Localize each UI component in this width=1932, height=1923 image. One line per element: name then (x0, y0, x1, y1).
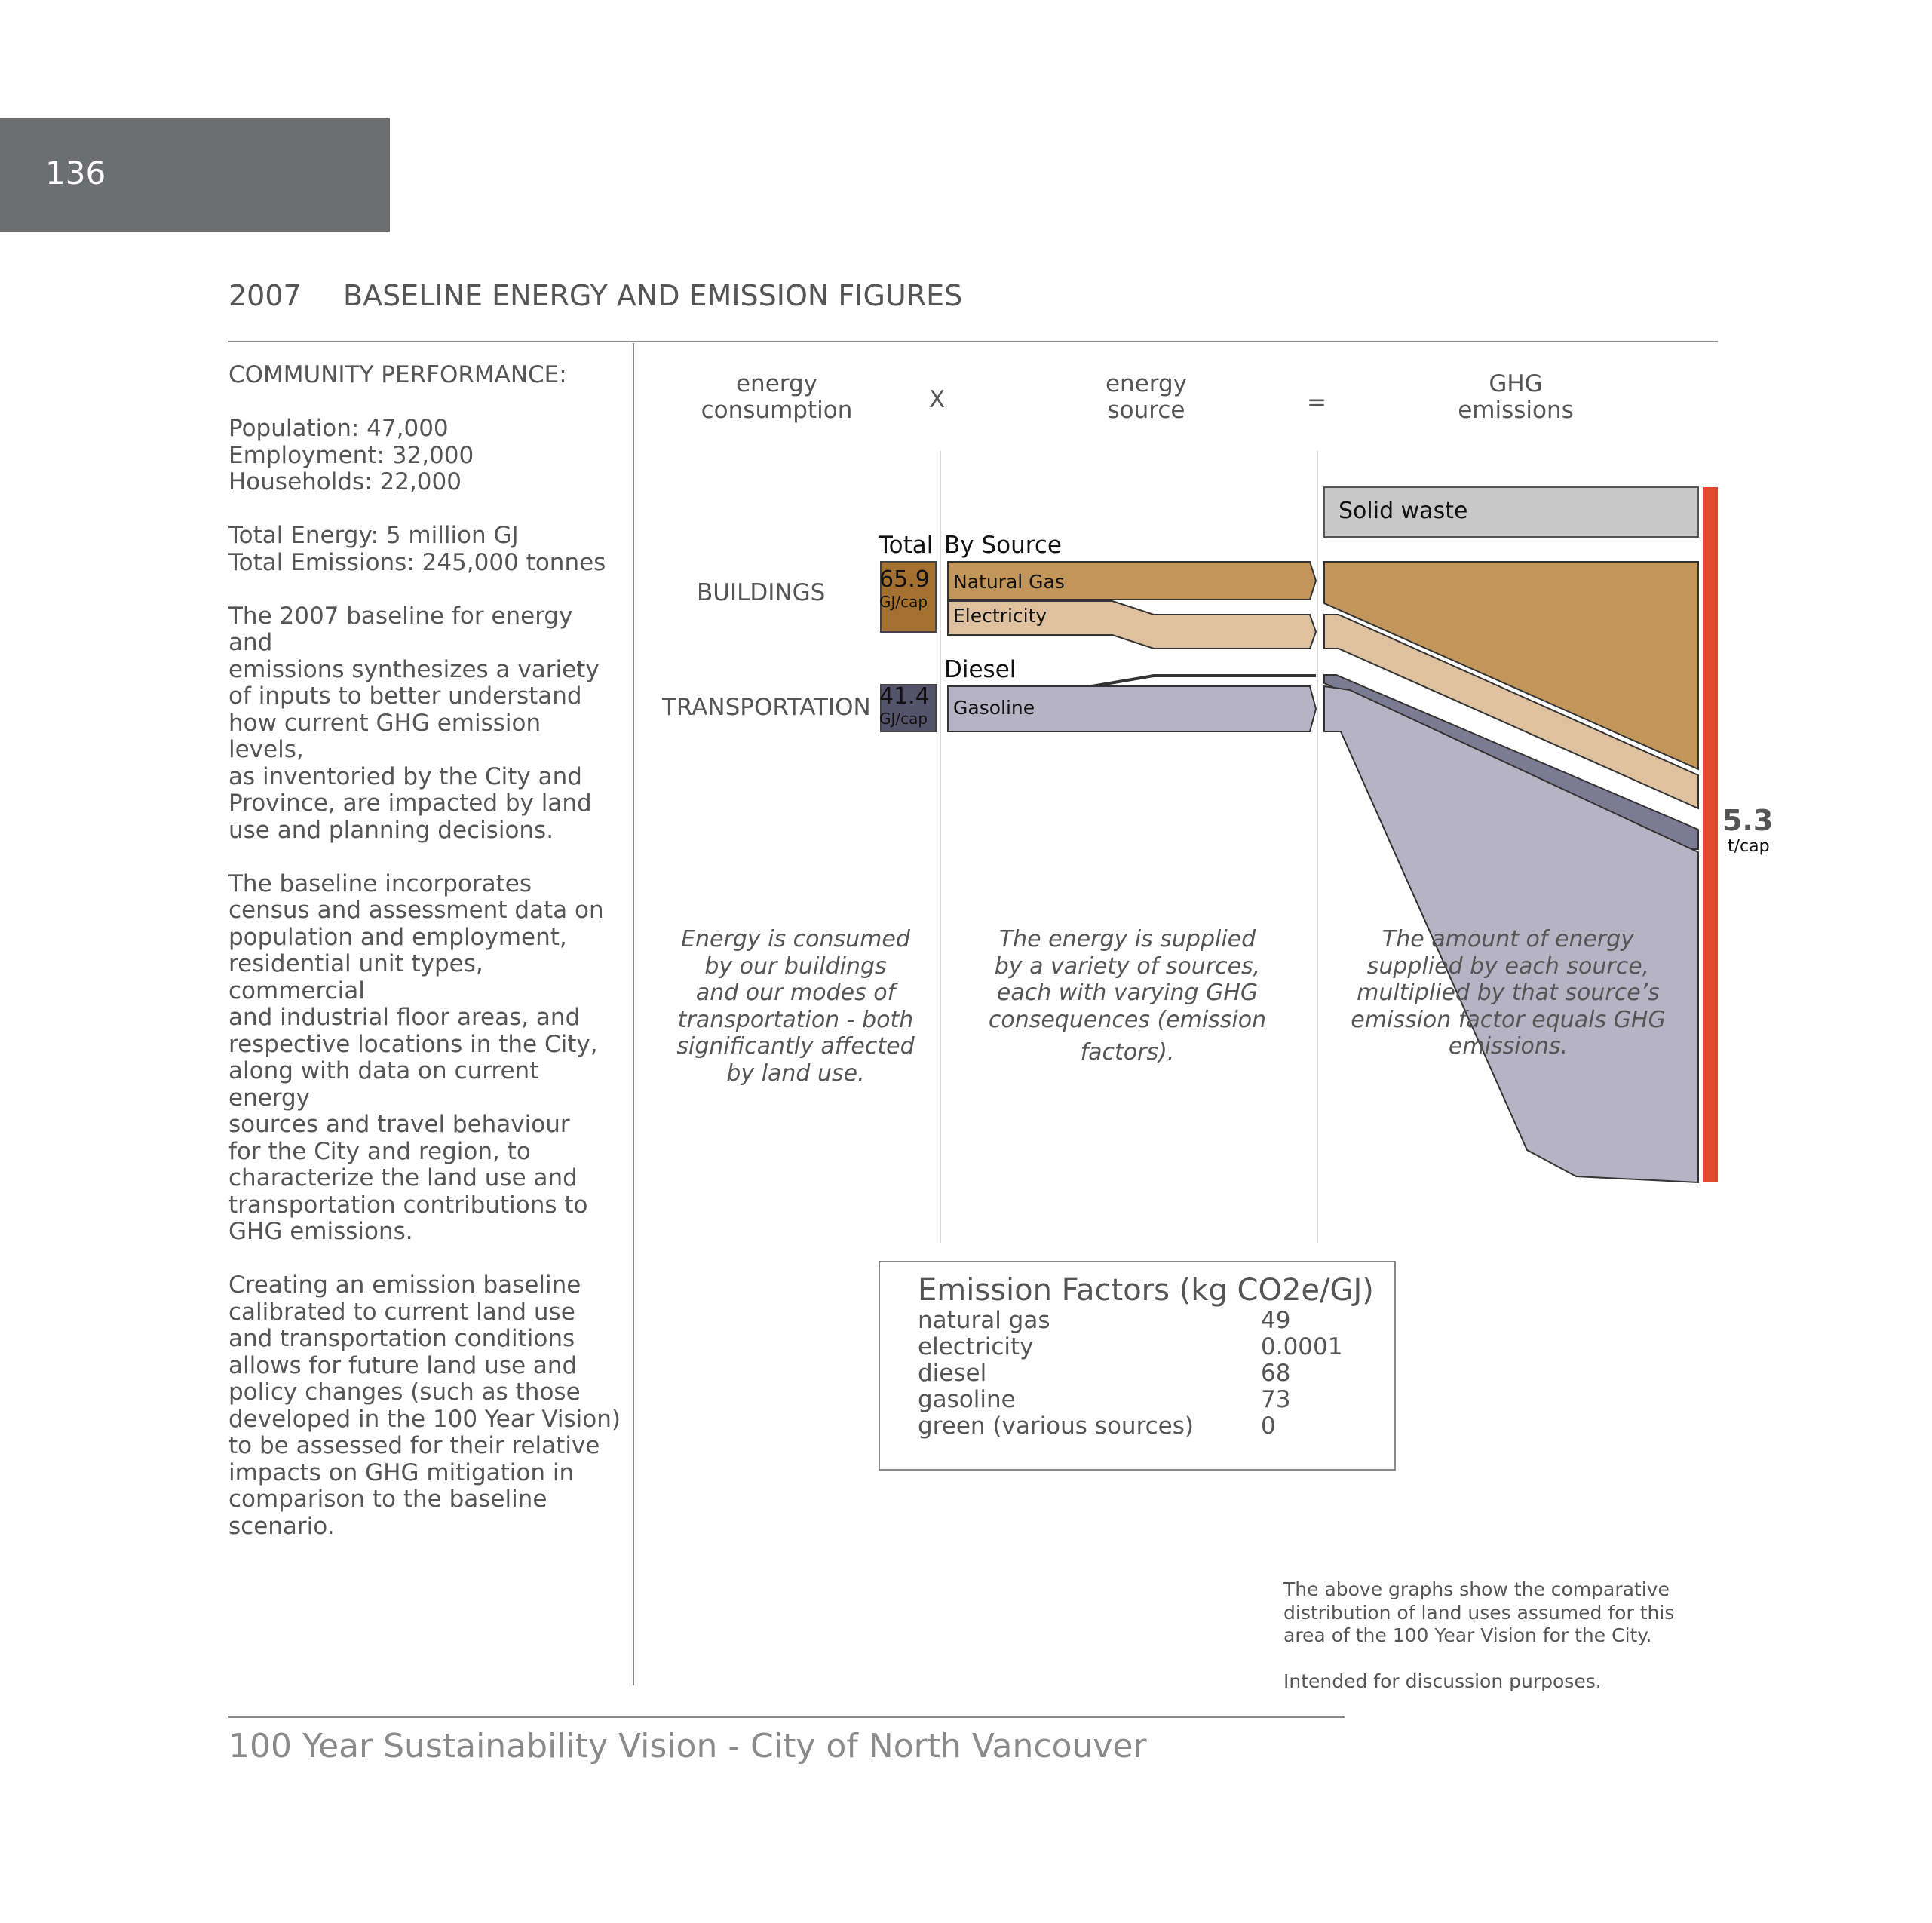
text-line: The amount of energy (1382, 926, 1635, 952)
text-line: comparison to the baseline (228, 1486, 547, 1513)
text-line: allows for future land use and (228, 1351, 578, 1379)
text-line: by our buildings (704, 952, 887, 980)
buildings-total-value: 65.9 (879, 566, 930, 593)
row-transportation: TRANSPORTATION (662, 694, 871, 721)
natural-gas-label: Natural Gas (953, 571, 1065, 593)
text-line: use and planning decisions. (228, 816, 554, 844)
header-line: emissions (1458, 397, 1574, 424)
text-line: to be assessed for their relative (228, 1432, 600, 1459)
description-source (973, 926, 1282, 1066)
header-line: energy (735, 370, 817, 397)
factor-source: diesel (918, 1360, 987, 1387)
text-line: sources and travel behaviour (228, 1111, 570, 1138)
description-consumption (660, 926, 931, 1087)
diesel-flow (1092, 676, 1316, 686)
total-emissions-bar (1703, 487, 1718, 1182)
transportation-total-value: 41.4 (879, 683, 930, 710)
text-line: significantly affected (676, 1033, 915, 1060)
text-line: Energy is consumed (681, 926, 910, 952)
text-line: The energy is supplied (998, 926, 1256, 952)
text-line: Province, are impacted by land (228, 790, 592, 817)
header-line: energy (1105, 370, 1187, 397)
text-line: impacts on GHG mitigation in (228, 1458, 575, 1486)
transportation-total-unit: GJ/cap (879, 710, 928, 728)
text-line: emission factor equals GHG (1351, 1006, 1666, 1033)
footer-title: 100 Year Sustainability Vision - City of North Vancouver (228, 1727, 1147, 1765)
factor-source: electricity (918, 1333, 1034, 1360)
total-energy: Total Energy: 5 million GJ (228, 522, 519, 549)
text-line: and industrial floor areas, and (228, 1004, 581, 1031)
factor-source: gasoline (918, 1386, 1016, 1413)
header-line: GHG (1489, 370, 1543, 397)
text-line: of inputs to better understand (228, 682, 582, 710)
text-line: transportation contributions to (228, 1191, 588, 1219)
electricity-label: Electricity (953, 605, 1047, 627)
title-year: 2007 (228, 279, 302, 312)
factor-value: 49 (1261, 1307, 1291, 1334)
text-line: residential unit types, commercial (228, 950, 483, 1004)
text-line: calibrated to current land use (228, 1298, 575, 1326)
text-line: each with varying GHG (996, 980, 1259, 1006)
factor-value: 0.0001 (1261, 1333, 1343, 1360)
footnote (1283, 1578, 1706, 1716)
text-line: for the City and region, to (228, 1137, 531, 1165)
stat-employment: Employment: 32,000 (228, 441, 474, 469)
description-ghg (1342, 926, 1674, 1060)
text-line: by land use. (726, 1060, 865, 1087)
text-line: census and assessment data on (228, 897, 604, 924)
text-line: by a variety of sources, (994, 952, 1261, 980)
buildings-total-unit: GJ/cap (879, 593, 928, 611)
factor-source: green (various sources) (918, 1412, 1194, 1440)
solid-waste-label: Solid waste (1339, 498, 1468, 524)
text-line: as inventoried by the City and (228, 762, 582, 790)
text-line: The 2007 baseline for energy and (228, 602, 573, 656)
text-line: The baseline incorporates (228, 869, 532, 897)
text-line: Creating an emission baseline (228, 1271, 581, 1299)
text-line: scenario. (228, 1512, 335, 1540)
by-source-header: By Source (944, 532, 1062, 559)
text-line: policy changes (such as those (228, 1379, 581, 1406)
total-emissions-value: 5.3 (1722, 804, 1774, 837)
factor-value: 73 (1261, 1386, 1291, 1413)
text-line: multiplied by that source’s (1357, 980, 1660, 1006)
text-line: transportation - both (677, 1006, 914, 1033)
text-line: and transportation conditions (228, 1325, 575, 1352)
text-line: along with data on current energy (228, 1057, 539, 1112)
multiply-symbol: X (929, 386, 946, 413)
text-line: developed in the 100 Year Vision) (228, 1405, 621, 1433)
page-title: BASELINE ENERGY AND EMISSION FIGURES (343, 279, 963, 312)
header-line: source (1107, 397, 1185, 424)
text-line: and our modes of (695, 980, 896, 1006)
page-number: 136 (45, 155, 106, 192)
total-emissions: Total Emissions: 245,000 tonnes (228, 548, 606, 576)
total-header: Total (879, 532, 934, 559)
header-line: consumption (701, 397, 853, 424)
emission-factors-title: Emission Factors (kg CO2e/GJ) (918, 1273, 1374, 1308)
factor-value: 0 (1261, 1412, 1276, 1440)
text-line: supplied by each source, (1366, 952, 1650, 980)
discussion-note: Intended for discussion purposes. (1283, 1670, 1602, 1692)
text-line: distribution of land uses assumed for this (1283, 1601, 1675, 1624)
factor-value: 68 (1261, 1360, 1291, 1387)
gasoline-label: Gasoline (953, 697, 1035, 719)
factor-source: natural gas (918, 1307, 1050, 1334)
total-emissions-unit: t/cap (1728, 837, 1770, 856)
diesel-label: Diesel (944, 656, 1017, 683)
text-line: respective locations in the City, (228, 1030, 598, 1058)
equals-symbol: = (1307, 389, 1326, 416)
text-line: The above graphs show the comparative (1283, 1578, 1670, 1600)
stat-population: Population: 47,000 (228, 415, 449, 442)
text-line: consequences (emission (988, 1006, 1267, 1033)
stat-households: Households: 22,000 (228, 468, 462, 495)
footer-divider (228, 1716, 1345, 1718)
text-line: characterize the land use and (228, 1164, 578, 1192)
text-line: population and employment, (228, 923, 567, 951)
text-line: factors). (1080, 1039, 1175, 1066)
row-buildings: BUILDINGS (697, 579, 826, 606)
text-line: GHG emissions. (228, 1218, 413, 1245)
text-line: emissions. (1448, 1033, 1569, 1060)
text-line: area of the 100 Year Vision for the City. (1283, 1624, 1652, 1646)
text-line: emissions synthesizes a variety (228, 655, 600, 683)
text-line: how current GHG emission levels, (228, 709, 541, 763)
sidebar-heading: COMMUNITY PERFORMANCE: (228, 361, 567, 388)
